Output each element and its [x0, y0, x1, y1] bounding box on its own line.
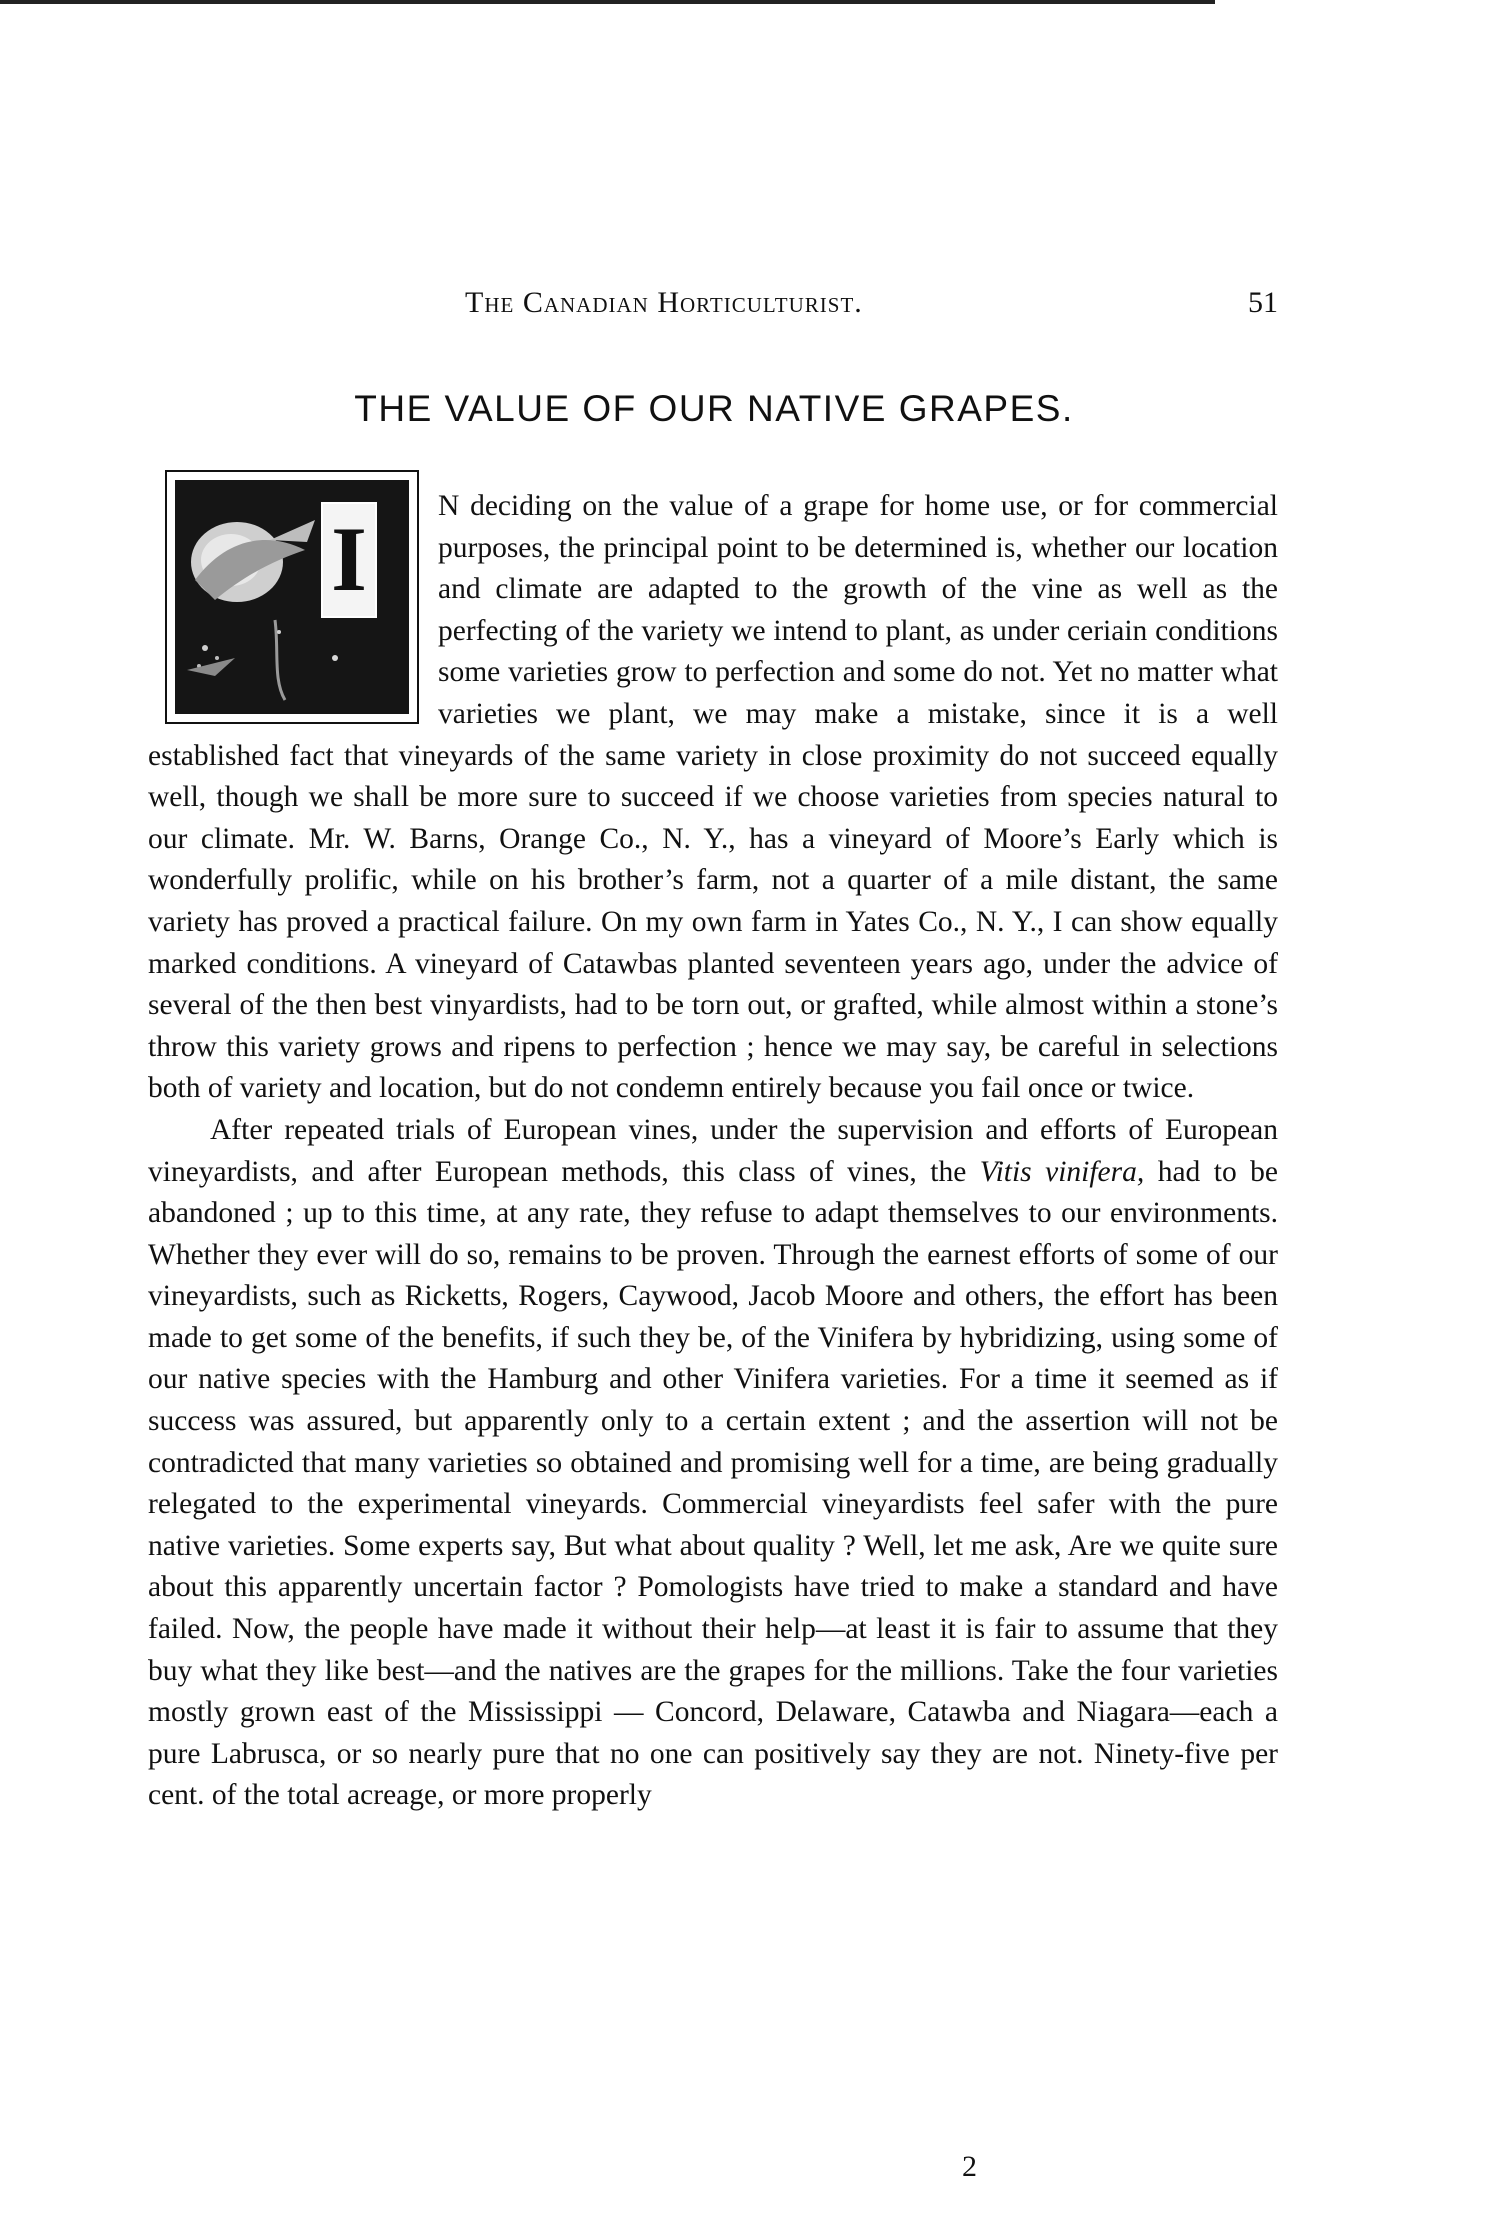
page-number: 51 [1248, 286, 1278, 319]
journal-title: The Canadian Horticulturist. [465, 286, 863, 319]
drop-cap-letter: I [321, 502, 377, 618]
article-title: THE VALUE OF OUR NATIVE GRAPES. [354, 388, 1074, 429]
paragraph-1: N deciding on the value of a grape for home use, or for commercial purposes, the principal point to be determined is, whether our location and climate are adapted to the growth of the vine as well as the perfecting of the variety we intend to plant, as under ceriain conditions some varieties grow to perfection and some do not. Yet no matter what varieties we plant, we may make a mistake, since it is a well established fact that vineyards of the same variety in close proximity do not succeed equally well, though we shall be more sure to succeed if we choose varieties from species natural to our climate. Mr. W. Barns, Orange Co., N. Y., has a vineyard of Moore’s Early which is wonderfully prolific, while on his brother’s farm, not a quarter of a mile distant, the same variety has proved a practical failure. On my own farm in Yates Co., N. Y., I can show equally marked conditions. A vineyard of Catawbas planted seventeen years ago, under the advice of several of the then best vinyardists, had to be torn out, or grafted, while almost within a stone’s throw this variety grows and ripens to perfection ; hence we may say, be careful in selections both of variety and location, but do not condemn entirely because you fail once or twice. [148, 490, 1278, 1105]
running-head [150, 286, 1278, 326]
drop-cap-continuation: N [438, 490, 460, 522]
article-body [148, 486, 1278, 1817]
signature-mark: 2 [962, 2150, 977, 2183]
top-rule [0, 0, 1215, 4]
paragraph-2: After repeated trials of European vines, under the supervision and efforts of European vineyardists, and after European methods, this class of vines, the Vitis vinifera, had to be abandoned ; up to this time, at any rate, they refuse to adapt themselves to our environments. Whether they ever will do so, remains to be proven. Through the earnest efforts of some of our vineyardists, such as Ricketts, Rogers, Caywood, Jacob Moore and others, the effort has been made to get some of the benefits, if such they be, of the Vinifera by hybridizing, using some of our native species with the Hamburg and other Vinifera varieties. For a time it seemed as if success was assured, but apparently only to a certain extent ; and the assertion will not be contradicted that many varieties so obtained and promising well for a time, are being gradually relegated to the experimental vineyards. Commercial vineyardists feel safer with the pure native varieties. Some experts say, But what about quality ? Well, let me ask, Are we quite sure about this apparently uncertain factor ? Pomologists have tried to make a standard and have failed. Now, the people have made it without their help—at least it is fair to assume that they buy what they like best—and the natives are the grapes for the millions. Take the four varieties mostly grown east of the Mississippi — Concord, Delaware, Catawba and Niagara—each a pure Labrusca, or so nearly pure that no one can positively say they are not. Ninety-five per cent. of the total acreage, or more properly [148, 1113, 1279, 1812]
italic-species-name: Vitis vinifera, [979, 1155, 1145, 1188]
